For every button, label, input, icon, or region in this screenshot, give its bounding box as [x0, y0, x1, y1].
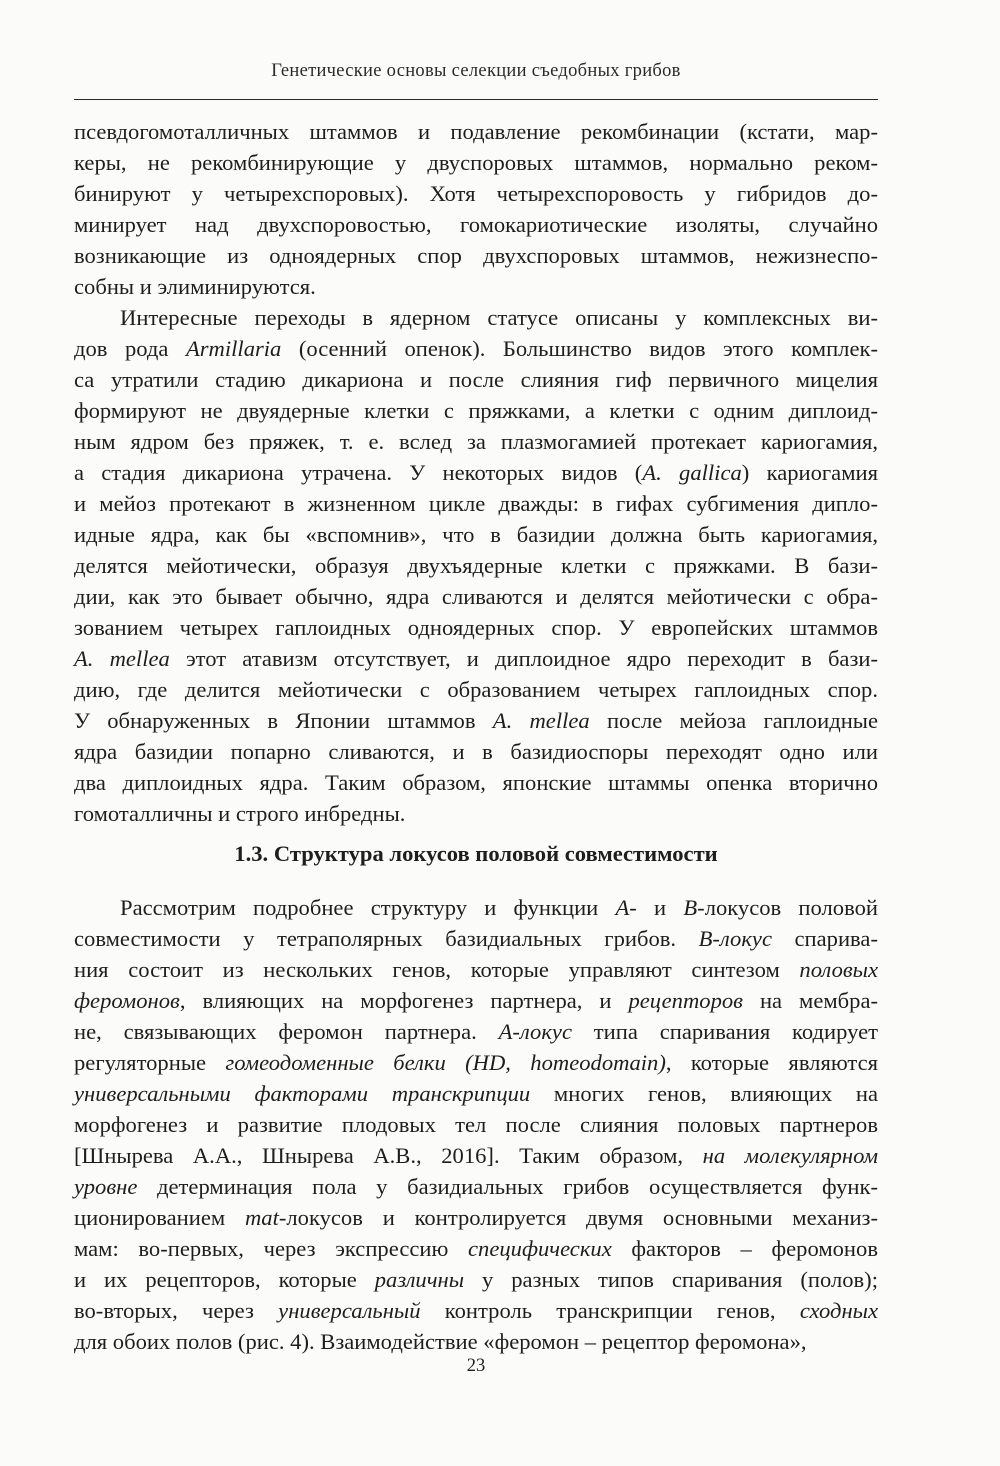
text-run: детерминация пола у базидиальных грибов осуществляется функ- — [137, 1174, 878, 1199]
header-rule — [74, 99, 878, 100]
text-run: контроль транскрипции генов, — [420, 1298, 800, 1323]
text-line — [74, 488, 878, 519]
text-run: совместимости у тетраполярных базидиальных грибов. — [74, 926, 699, 951]
text-line — [74, 1016, 878, 1047]
text-run: регуляторные — [74, 1050, 226, 1075]
text-line — [74, 240, 878, 271]
text-line — [74, 1233, 878, 1264]
text-line — [74, 923, 878, 954]
text-line — [74, 550, 878, 581]
text-run: са утратили стадию дикариона и после слияния гиф первичного мицелия — [74, 367, 878, 392]
text-line — [74, 1078, 878, 1109]
paragraph-2 — [74, 302, 878, 829]
text-line — [74, 674, 878, 705]
text-run: делятся мейотически, образуя двухъядерные клетки с пряжками. В бази- — [74, 553, 878, 578]
text-run: - и — [629, 895, 684, 920]
text-line — [74, 178, 878, 209]
italic-run: B-локус — [698, 926, 772, 951]
text-line — [74, 116, 878, 147]
text-run: не, связывающих феромон партнера. — [74, 1019, 499, 1044]
text-run: факторов – феромонов — [611, 1236, 878, 1261]
text-line — [74, 1047, 878, 1078]
text-line — [74, 1140, 878, 1171]
text-run: ) кариогамия — [741, 460, 878, 485]
text-run: керы, не рекомбинирующие у двуспоровых штаммов, нормально реком- — [74, 150, 878, 175]
text-run: , влияющих на морфогенез партнера, и — [179, 988, 629, 1013]
text-line — [74, 612, 878, 643]
italic-run: Armillaria — [185, 336, 282, 361]
text-run: гомоталличны и строго инбредны. — [74, 801, 406, 826]
text-run: минирует над двухспоровостью, гомокариотические изоляты, случайно — [74, 212, 878, 237]
text-run: -локусов и контролируется двумя основными механиз- — [278, 1205, 878, 1230]
text-run: на мембра- — [743, 988, 878, 1013]
text-line — [74, 1295, 878, 1326]
text-run: -локусов половой — [697, 895, 878, 920]
italic-run: феромонов — [74, 988, 180, 1013]
text-line — [74, 457, 878, 488]
paragraph-1 — [74, 116, 878, 302]
text-run: зованием четырех гаплоидных одноядерных спор. У европейских штаммов — [74, 615, 878, 640]
text-run: многих генов, влияющих на — [530, 1081, 878, 1106]
text-run: [Шнырева А.А., Шнырева А.В., 2016]. Таким образом, — [74, 1143, 703, 1168]
text-run: возникающие из одноядерных спор двухспоровых штаммов, нежизнеспо- — [74, 243, 878, 268]
text-run: , которые являются — [665, 1050, 879, 1075]
text-run: ным ядром без пряжек, т. е. вслед за плазмогамией протекает кариогамия, — [74, 429, 878, 454]
text-line — [74, 271, 878, 302]
italic-run: A. mellea — [74, 646, 170, 671]
text-line — [74, 333, 878, 364]
text-run: дии, как это бывает обычно, ядра сливаются и делятся мейотически с обра- — [74, 584, 878, 609]
text-line — [74, 364, 878, 395]
text-line — [74, 395, 878, 426]
text-run: и их рецепторов, которые — [74, 1267, 375, 1292]
text-run: бинируют у четырехспоровых). Хотя четырехспоровость у гибридов до- — [74, 181, 878, 206]
text-run: ния состоит из нескольких генов, которые управляют синтезом — [74, 957, 800, 982]
text-run: псевдогомоталличных штаммов и подавление рекомбинации (кстати, мар- — [74, 119, 878, 144]
text-run: ционированием — [74, 1205, 245, 1230]
text-line — [74, 1202, 878, 1233]
italic-run: специфических — [468, 1236, 612, 1261]
text-run: морфогенез и развитие плодовых тел после слияния половых партнеров — [74, 1112, 878, 1137]
text-run: Интересные переходы в ядерном статусе описаны у комплексных ви- — [120, 305, 878, 330]
italic-run: половых — [799, 957, 878, 982]
italic-run: сходных — [799, 1298, 878, 1323]
text-run: после мейоза гаплоидные — [589, 708, 878, 733]
text-line — [74, 892, 878, 923]
text-run: собны и элиминируются. — [74, 274, 316, 299]
text-run: У обнаруженных в Японии штаммов — [74, 708, 493, 733]
text-run: мам: во-первых, через экспрессию — [74, 1236, 469, 1261]
text-line — [74, 767, 878, 798]
text-run: Рассмотрим подробнее структуру и функции — [120, 895, 616, 920]
text-run: для обоих полов (рис. 4). Взаимодействие «феромон – рецептор феромона», — [74, 1329, 807, 1354]
italic-run: на молекулярном — [702, 1143, 878, 1168]
running-header: Генетические основы селекции съедобных грибов — [271, 61, 681, 81]
text-line — [74, 985, 878, 1016]
text-line — [74, 1264, 878, 1295]
text-run: ядра базидии попарно сливаются, и в базидиоспоры переходят одно или — [74, 739, 878, 764]
text-line — [74, 1326, 878, 1357]
italic-run: гомеодоменные белки (HD, homeodomain) — [225, 1050, 666, 1075]
section-heading: 1.3. Структура локусов половой совместимости — [234, 841, 718, 866]
text-run: типа спаривания кодирует — [571, 1019, 878, 1044]
text-run: спарива- — [771, 926, 878, 951]
italic-run: B — [683, 895, 698, 920]
italic-run: уровне — [74, 1174, 138, 1199]
text-line — [74, 1109, 878, 1140]
italic-run: универсальный — [278, 1298, 421, 1323]
text-line — [74, 426, 878, 457]
text-line — [74, 519, 878, 550]
text-run: этот атавизм отсутствует, и диплоидное ядро переходит в бази- — [169, 646, 879, 671]
text-run: (осенний опенок). Большинство видов этого комплек- — [281, 336, 878, 361]
text-line — [74, 798, 878, 829]
italic-run: A-локус — [498, 1019, 572, 1044]
text-run: два диплоидных ядра. Таким образом, японские штаммы опенка вторично — [74, 770, 878, 795]
text-line — [74, 954, 878, 985]
text-line — [74, 209, 878, 240]
paragraph-3 — [74, 892, 878, 1357]
text-line — [74, 643, 878, 674]
text-run: и мейоз протекают в жизненном цикле дважды: в гифах субгимения дипло- — [74, 491, 878, 516]
text-line — [74, 581, 878, 612]
italic-run: универсальными факторами транскрипции — [74, 1081, 531, 1106]
text-run: дов рода — [74, 336, 186, 361]
text-line — [74, 705, 878, 736]
italic-run: рецепторов — [628, 988, 743, 1013]
italic-run: A. gallica — [642, 460, 742, 485]
text-run: во-вторых, через — [74, 1298, 279, 1323]
italic-run: различны — [374, 1267, 465, 1292]
italic-run: mat — [244, 1205, 279, 1230]
page-number: 23 — [466, 1356, 486, 1376]
text-run: у разных типов спаривания (полов); — [464, 1267, 878, 1292]
text-line — [74, 302, 878, 333]
italic-run: A — [615, 895, 630, 920]
text-run: идные ядра, как бы «вспомнив», что в базидии должна быть кариогамия, — [74, 522, 878, 547]
text-run: а стадия дикариона утрачена. У некоторых видов ( — [74, 460, 643, 485]
italic-run: A. mellea — [492, 708, 590, 733]
text-line — [74, 147, 878, 178]
text-run: формируют не двуядерные клетки с пряжками, а клетки с одним диплоид- — [74, 398, 878, 423]
text-line — [74, 1171, 878, 1202]
text-run: дию, где делится мейотически с образованием четырех гаплоидных спор. — [74, 677, 878, 702]
text-line — [74, 736, 878, 767]
